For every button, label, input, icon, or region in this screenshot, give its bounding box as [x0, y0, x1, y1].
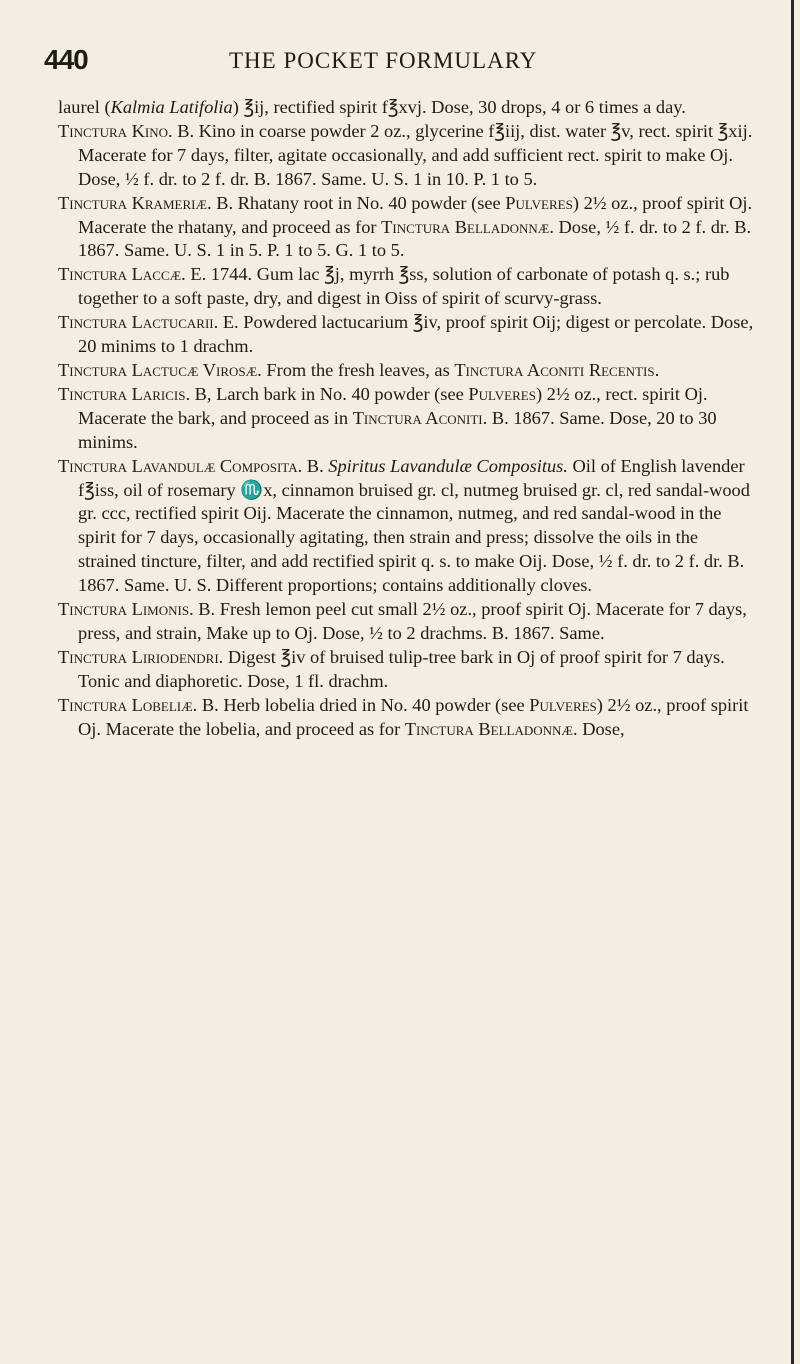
entry-title: Tinctura Laccæ.: [58, 264, 186, 285]
entry-italic-text: Kalmia Latifolia: [110, 97, 233, 117]
entry-text: E. 1744. Gum lac ℥j, myrrh ℥ss, solution of carbonate of potash q. s.; rub together to a soft paste, dry, and digest in Oiss of spirit of scurvy-grass.: [78, 264, 730, 309]
entry-text: B.: [302, 455, 329, 476]
entry-text: Oil of English lavender f℥iss, oil of rosemary ♏x, cinnamon bruised gr. cl, nutmeg bruised gr. cl, red sandal-wood gr. ccc, rectified spirit Oij. Macerate the cinnamon, nutmeg, and red sandal-wood in the spirit for 7 days, occasionally agitating, then strain and press; dissolve the oils in the strained tincture, filter, and add rectified spirit q. s. to make Oij. Dose, ½ f. dr. to 2 f. dr. B. 1867. Same. U. S. Different proportions; contains additionally cloves.: [78, 455, 750, 596]
entry-text: ) ℥ij, rectified spirit f℥xvj. Dose, 30 drops, 4 or 6 times a day.: [232, 97, 686, 117]
running-head: THE POCKET FORMULARY: [229, 48, 538, 73]
entry-title: Tinctura Limonis.: [58, 599, 194, 620]
formulary-entry: [58, 311, 758, 359]
entry-title: Tinctura Lobeliæ.: [58, 694, 198, 715]
page-edge-line: [791, 0, 794, 1364]
entry-cross-reference: Tinctura Aconiti: [352, 407, 483, 428]
entry-title: Tinctura Lactucæ Virosæ.: [58, 359, 262, 380]
formulary-entries: [58, 96, 758, 741]
entry-text: Digest ℥iv of bruised tulip-tree bark in Oj of proof spirit for 7 days. Tonic and diaphoretic. Dose, 1 fl. drachm.: [78, 646, 725, 691]
entry-title: Tinctura Kino.: [58, 120, 173, 141]
entry-text: From the fresh leaves, as: [261, 359, 455, 380]
entry-text: B. Kino in coarse powder 2 oz., glycerine f℥iij, dist. water ℥v, rect. spirit ℥xij. Macerate for 7 days, filter, agitate occasionally, and add sufficient rect. spirit to make Oj. Dose, ½ f. dr. to 2 f. dr. B. 1867. Same. U. S. 1 in 10. P. 1 to 5.: [78, 120, 753, 189]
entry-cross-reference: Pulveres: [468, 383, 536, 404]
entry-cross-reference: Tinctura Aconiti Recentis: [454, 359, 655, 380]
entry-text: . Dose,: [573, 718, 625, 739]
formulary-entry: [58, 598, 758, 646]
page-number: 440: [44, 44, 88, 75]
entry-italic-text: Spiritus Lavandulæ Compositus.: [328, 455, 568, 476]
entry-cross-reference: Pulveres: [505, 192, 573, 213]
entry-title: Tinctura Krameriæ.: [58, 192, 212, 213]
entry-text: ) 2½ oz., proof spirit Oj. Macerate the rhatany, and proceed as for: [78, 192, 753, 237]
formulary-entry: [58, 120, 758, 192]
formulary-entry: [58, 192, 758, 264]
formulary-entry: [58, 263, 758, 311]
entry-cross-reference: Tinctura Belladonnæ: [381, 216, 550, 237]
entry-text: B. Rhatany root in No. 40 powder (see: [211, 192, 506, 213]
entry-cross-reference: Pulveres: [529, 694, 597, 715]
entry-title: Tinctura Lactucarii.: [58, 312, 219, 333]
formulary-entry: [58, 646, 758, 694]
entry-cross-reference: Tinctura Belladonnæ: [404, 718, 573, 739]
page-header: [44, 44, 744, 84]
entry-title: Tinctura Laricis.: [58, 383, 191, 404]
entry-text: B. Herb lobelia dried in No. 40 powder (see: [197, 694, 530, 715]
entry-text: . Dose, ½ f. dr. to 2 f. dr. B. 1867. Same. U. S. 1 in 5. P. 1 to 5. G. 1 to 5.: [78, 216, 752, 261]
formulary-entry: [58, 383, 758, 455]
entry-title: Tinctura Liriodendri.: [58, 646, 224, 667]
formulary-entry: [58, 96, 758, 120]
entry-text: laurel (: [58, 97, 111, 117]
formulary-entry: [58, 455, 758, 598]
entry-text: ) 2½ oz., rect. spirit Oj. Macerate the bark, and proceed as in: [78, 383, 708, 428]
formulary-entry: [58, 359, 758, 383]
formulary-entry: [58, 694, 758, 742]
entry-text: .: [654, 359, 660, 380]
entry-text: E. Powdered lactucarium ℥iv, proof spirit Oij; digest or percolate. Dose, 20 minims to 1 drachm.: [78, 312, 754, 357]
entry-title: Tinctura Lavandulæ Composita.: [58, 455, 303, 476]
entry-text: B. Fresh lemon peel cut small 2½ oz., proof spirit Oj. Macerate for 7 days, press, and strain, Make up to Oj. Dose, ½ to 2 drachms. B. 1867. Same.: [78, 599, 747, 643]
entry-text: ) 2½ oz., proof spirit Oj. Macerate the lobelia, and proceed as for: [78, 694, 749, 739]
entry-text: . B. 1867. Same. Dose, 20 to 30 minims.: [78, 407, 717, 452]
entry-text: B, Larch bark in No. 40 powder (see: [190, 383, 469, 404]
